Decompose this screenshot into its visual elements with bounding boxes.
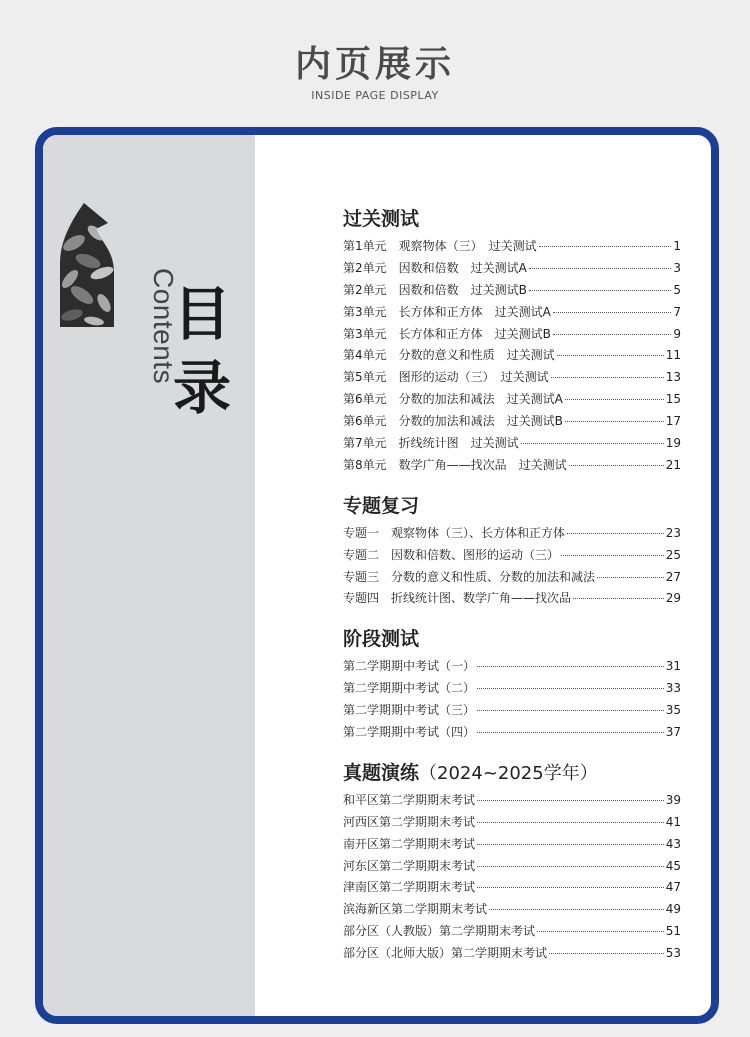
entry-page: 51 [665,924,681,939]
entry-label: 第1单元 观察物体（三） 过关测试 [343,239,537,253]
toc-entry[interactable] [343,921,681,943]
entry-page: 5 [673,282,681,297]
entry-page: 49 [665,902,681,917]
contents-vertical-label: Contents [148,268,179,385]
entry-label: 部分区（人教版）第二学期期末考试 [343,924,536,939]
entry-page: 31 [665,659,681,674]
entry-label: 第4单元 分数的意义和性质 过关测试 [343,348,555,363]
entry-page: 27 [665,569,681,584]
toc-entry[interactable] [343,345,681,367]
toc-entry[interactable] [343,567,681,589]
entry-page: 25 [665,547,681,562]
toc-entry[interactable] [343,545,681,567]
entry-label: 第二学期期中考试（一） [343,659,476,674]
toc-entry[interactable] [343,722,681,744]
entry-page: 33 [665,681,681,696]
entry-label: 河西区第二学期期末考试 [343,814,476,829]
toc-section [343,206,681,477]
entry-page: 19 [665,436,681,451]
entry-page: 3 [673,260,681,275]
page-subheading: INSIDE PAGE DISPLAY [311,89,439,102]
entry-label: 第二学期期中考试（三） [343,703,476,718]
leaf-quote-graphic [60,203,114,327]
toc-entry[interactable] [343,324,681,346]
toc-entry[interactable] [343,656,681,678]
entry-label: 滨海新区第二学期期末考试 [343,902,488,917]
entry-label: 第5单元 图形的运动（三） 过关测试 [343,370,549,385]
toc-entry[interactable] [343,236,681,258]
toc-entry[interactable] [343,812,681,834]
toc-entry[interactable] [343,943,681,965]
entry-label: 专题一 观察物体（三）、长方体和正方体 [343,525,566,540]
entry-label: 第二学期期中考试（二） [343,681,476,696]
section-title: 真题演练（2024~2025学年） [343,761,598,784]
entry-page: 45 [665,858,681,873]
entry-page: 21 [665,457,681,472]
toc-entry[interactable] [343,258,681,280]
entry-page: 9 [673,326,681,341]
entry-label: 专题四 折线统计图、数学广角——找次品 [343,591,572,606]
toc-entry[interactable] [343,411,681,433]
entry-page: 47 [665,880,681,895]
entry-page: 7 [673,304,681,319]
entry-page: 13 [665,370,681,385]
entry-label: 部分区（北师大版）第二学期期末考试 [343,946,548,961]
toc-entry[interactable] [343,389,681,411]
entry-page: 17 [665,414,681,429]
toc-entry[interactable] [343,367,681,389]
entry-label: 南开区第二学期期末考试 [343,836,476,851]
title-char-lu: 录 [173,354,232,422]
entry-page: 35 [665,703,681,718]
entry-page: 1 [673,239,681,253]
entry-page: 11 [665,348,681,363]
toc-section [343,493,681,611]
entry-label: 第2单元 因数和倍数 过关测试B [343,282,527,297]
toc-entry[interactable] [343,678,681,700]
entry-page: 23 [665,525,681,540]
entry-label: 第7单元 折线统计图 过关测试 [343,436,519,451]
section-title: 阶段测试 [343,628,420,651]
entry-label: 专题三 分数的意义和性质、分数的加法和减法 [343,569,596,584]
entry-label: 第6单元 分数的加法和减法 过关测试A [343,392,563,407]
entry-page: 39 [665,792,681,807]
page-heading: 内页展示 [294,44,455,85]
toc-entry[interactable] [343,856,681,878]
entry-label: 津南区第二学期期末考试 [343,880,476,895]
entry-label: 第二学期期中考试（四） [343,725,476,740]
entry-page: 37 [665,725,681,740]
entry-label: 第3单元 长方体和正方体 过关测试A [343,304,551,319]
toc-entry[interactable] [343,700,681,722]
toc-entry[interactable] [343,588,681,610]
toc-entry[interactable] [343,455,681,477]
section-title: 过关测试 [343,208,420,230]
booklet-frame [35,127,719,1024]
entry-label: 河东区第二学期期末考试 [343,858,476,873]
toc-entry[interactable] [343,899,681,921]
toc-entry[interactable] [343,433,681,455]
table-of-contents [343,206,681,981]
entry-label: 第8单元 数学广角——找次品 过关测试 [343,457,567,472]
toc-entry[interactable] [343,523,681,545]
entry-label: 第3单元 长方体和正方体 过关测试B [343,326,551,341]
entry-page: 41 [665,814,681,829]
section-title-suffix: （2024~2025学年） [419,762,598,784]
entry-page: 29 [665,591,681,606]
entry-label: 第6单元 分数的加法和减法 过关测试B [343,414,563,429]
toc-entry[interactable] [343,877,681,899]
toc-entry[interactable] [343,790,681,812]
section-title: 专题复习 [343,494,420,517]
toc-entry[interactable] [343,302,681,324]
toc-entry[interactable] [343,834,681,856]
entry-label: 和平区第二学期期末考试 [343,792,476,807]
toc-section [343,760,681,965]
title-char-mu: 目 [173,280,232,348]
entry-page: 15 [665,392,681,407]
cover-panel [43,135,255,1016]
toc-entry[interactable] [343,280,681,302]
entry-page: 43 [665,836,681,851]
entry-page: 53 [665,946,681,961]
entry-label: 第2单元 因数和倍数 过关测试A [343,260,527,275]
toc-section [343,626,681,744]
entry-label: 专题二 因数和倍数、图形的运动（三） [343,547,560,562]
